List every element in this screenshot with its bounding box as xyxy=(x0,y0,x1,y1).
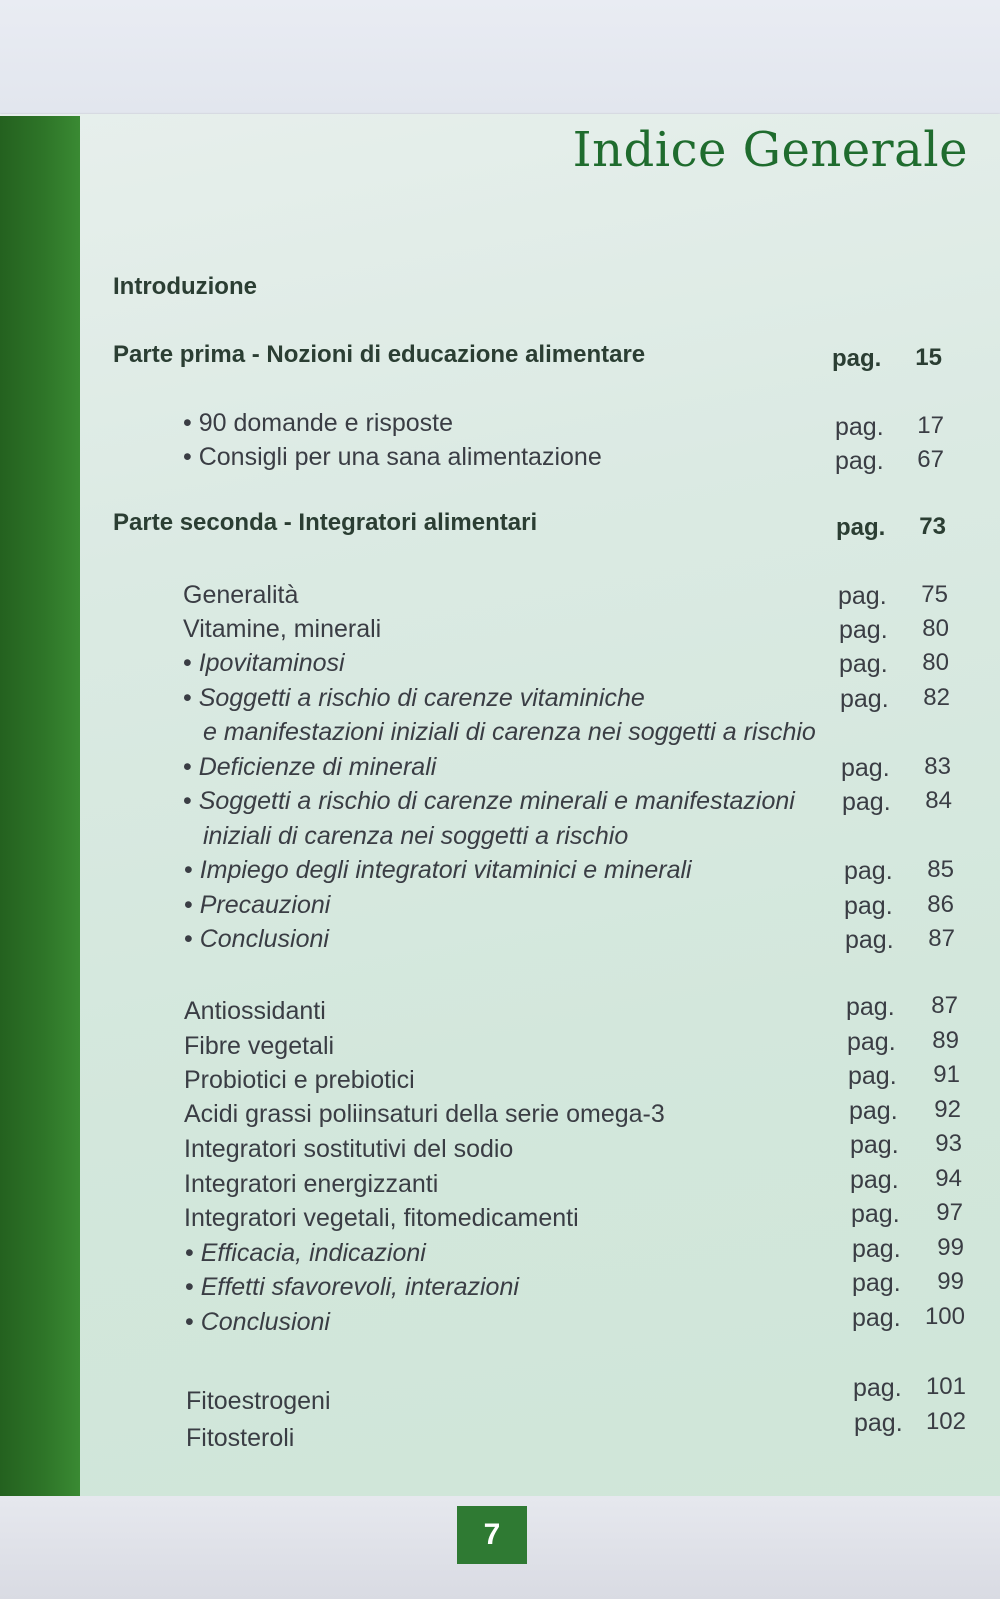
side-green-bar xyxy=(0,116,80,1518)
toc-entry-pag-label: pag. xyxy=(849,1097,898,1125)
toc-entry-page: 87 xyxy=(931,992,958,1019)
toc-entry-pag-label: pag. xyxy=(840,685,889,713)
toc-entry-pag-label: pag. xyxy=(846,993,895,1021)
toc-entry-text: • Impiego degli integratori vitaminici e minerali xyxy=(184,855,692,885)
toc-entry-pag-label: pag. xyxy=(839,616,888,644)
toc-entry-page: 89 xyxy=(932,1027,959,1054)
toc-entry-pag-label: pag. xyxy=(844,892,893,920)
toc-entry-pag-label: pag. xyxy=(850,1166,899,1194)
toc-entry-page: 99 xyxy=(937,1234,964,1261)
toc-entry-page: 102 xyxy=(925,1408,966,1435)
toc-entry-text: Fitoestrogeni xyxy=(186,1387,331,1415)
toc-entry-pag-label: pag. xyxy=(852,1235,901,1263)
toc-entry-page: 92 xyxy=(934,1096,961,1123)
toc-entry-page: 17 xyxy=(917,412,944,439)
toc-entry-page: 67 xyxy=(917,446,944,473)
toc-entry-pag-label: pag. xyxy=(848,1062,897,1090)
toc-entry-page: 93 xyxy=(935,1130,962,1157)
toc-entry-page: 94 xyxy=(935,1165,962,1192)
toc-entry-text: • Ipovitaminosi xyxy=(183,648,345,678)
toc-entry-text: • Conclusioni xyxy=(185,1307,330,1337)
toc-entry-text: • 90 domande e risposte xyxy=(183,408,453,438)
toc-entry-text: Parte prima - Nozioni di educazione alimentare xyxy=(113,341,646,368)
toc-entry-pag-label: pag. xyxy=(832,345,882,372)
toc-entry-page: 73 xyxy=(919,513,946,540)
toc-entry-continuation: e manifestazioni iniziali di carenza nei soggetti a rischio xyxy=(203,718,816,746)
toc-entry-pag-label: pag. xyxy=(836,514,886,541)
toc-entry-text: • Efficacia, indicazioni xyxy=(185,1238,426,1268)
toc-entry-page: 80 xyxy=(922,615,949,642)
toc-entry-page: 82 xyxy=(923,684,950,711)
page-title: Indice Generale xyxy=(572,122,968,178)
toc-entry-page: 91 xyxy=(933,1061,960,1088)
toc-entry-text: • Precauzioni xyxy=(184,890,330,920)
toc-entry-text: Generalità xyxy=(183,581,299,609)
toc-entry-text: Integratori vegetali, fitomedicamenti xyxy=(184,1204,579,1232)
toc-entry-text: Probiotici e prebiotici xyxy=(184,1066,415,1094)
toc-entry-text: • Consigli per una sana alimentazione xyxy=(183,442,602,472)
toc-entry-text: Fitosteroli xyxy=(186,1424,295,1452)
toc-entry-pag-label: pag. xyxy=(852,1304,901,1332)
toc-entry-page: 15 xyxy=(915,344,942,371)
toc-entry-page: 99 xyxy=(937,1268,964,1295)
toc-entry-text: • Effetti sfavorevoli, interazioni xyxy=(185,1272,519,1302)
toc-entry-text: Antiossidanti xyxy=(184,997,326,1025)
toc-entry-pag-label: pag. xyxy=(851,1200,900,1228)
toc-entry-page: 97 xyxy=(936,1199,963,1226)
toc-entry-text: Vitamine, minerali xyxy=(183,615,382,643)
toc-intro: Introduzione xyxy=(113,273,257,300)
toc-entry-page: 83 xyxy=(924,753,951,780)
page-number-box: 7 xyxy=(457,1506,527,1564)
toc-entry-pag-label: pag. xyxy=(844,857,893,885)
toc-entry-text: Fibre vegetali xyxy=(184,1032,335,1060)
toc-entry-pag-label: pag. xyxy=(854,1409,903,1437)
toc-entry-pag-label: pag. xyxy=(850,1131,899,1159)
toc-entry-pag-label: pag. xyxy=(839,650,888,678)
toc-entry-page: 87 xyxy=(928,925,955,952)
toc-entry-pag-label: pag. xyxy=(842,788,891,816)
toc-entry-continuation: iniziali di carenza nei soggetti a rischio xyxy=(203,822,629,850)
toc-entry-pag-label: pag. xyxy=(852,1269,901,1297)
toc-entry-text: • Soggetti a rischio di carenze vitaminiche xyxy=(183,683,645,713)
toc-entry-pag-label: pag. xyxy=(847,1028,896,1056)
toc-entry-page: 84 xyxy=(925,787,952,814)
toc-entry-pag-label: pag. xyxy=(853,1374,902,1402)
toc-entry-pag-label: pag. xyxy=(845,926,894,954)
toc-entry-pag-label: pag. xyxy=(841,754,890,782)
toc-entry-page: 80 xyxy=(922,649,949,676)
toc-entry-pag-label: pag. xyxy=(838,582,887,610)
toc-entry-text: • Deficienze di minerali xyxy=(183,752,436,782)
toc-entry-pag-label: pag. xyxy=(835,447,884,475)
toc-entry-page: 75 xyxy=(921,581,948,608)
toc-entry-text: Acidi grassi poliinsaturi della serie omega-3 xyxy=(184,1100,665,1128)
toc-entry-page: 100 xyxy=(924,1303,965,1330)
toc-entry-text: Integratori sostitutivi del sodio xyxy=(184,1135,514,1163)
toc-entry-text: • Conclusioni xyxy=(184,924,329,954)
toc-entry-text: Integratori energizzanti xyxy=(184,1170,439,1198)
toc-entry-text: Parte seconda - Integratori alimentari xyxy=(113,509,538,536)
toc-entry-page: 101 xyxy=(925,1373,966,1400)
toc-entry-pag-label: pag. xyxy=(835,413,884,441)
toc-entry-text: • Soggetti a rischio di carenze minerali e manifestazioni xyxy=(183,786,795,816)
toc-entry-page: 86 xyxy=(927,891,954,918)
toc-entry-page: 85 xyxy=(927,856,954,883)
